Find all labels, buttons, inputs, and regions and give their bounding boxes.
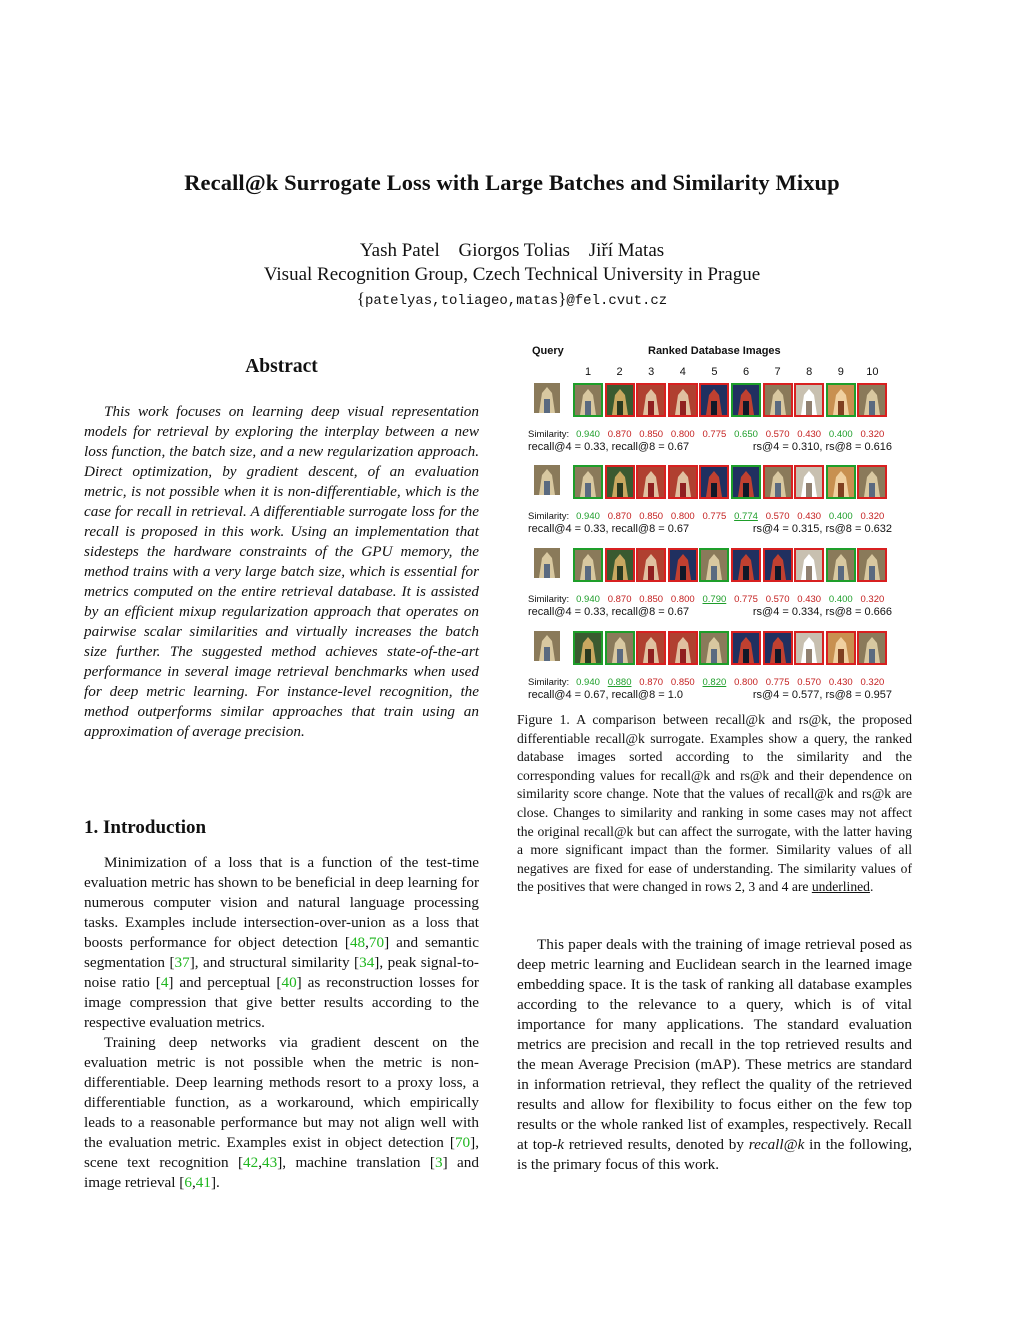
negative-result-image [668, 631, 698, 665]
query-image [534, 465, 564, 499]
intro-paragraph-1: Minimization of a loss that is a function of the test-time evaluation metric has shown to be beneficial in deep learning for numerous computer vision and natural language processing tasks. Examples include intersection-over-union as a loss that boosts performance for object detection [48,70] and semantic segmentation [37], and structural similarity [34], peak signal-to-noise ratio [4] and perceptual [40] as reconstruction losses for image compression that give better results according to the respective evaluation metrics. [84, 854, 480, 1031]
math-k: k [557, 1136, 564, 1153]
abstract-text: This work focuses on learning deep visual representation models for retrieval by exploring the interplay between a new loss function, the batch size, and a new regularization approach. Direct optimization, by gradient descent, of an evaluation metric, is not possible when it is non-differentiable, which is the case for recall in retrieval. A differentiable surrogate loss for the recall is proposed in this work. Using an implementation that sidesteps the hardware constraints of the GPU memory, the method trains with a very large batch size, which is essential for metrics computed on the entire retrieval database. It is assisted by an efficient mixup regularization approach that operates on pairwise scalar similarities and virtually increases the batch size further. The suggested method achieves state-of-the-art performance in several image retrieval benchmarks when used for deep metric learning. For instance-level recognition, the method outperforms similar approaches that train using an approximation of average precision. [84, 403, 479, 740]
citation-link[interactable]: 3 [434, 1154, 443, 1171]
rs-values: rs@4 = 0.577, rs@8 = 0.957 [752, 689, 892, 701]
similarity-value: 0.650 [734, 429, 758, 440]
introduction-text [84, 853, 479, 1193]
rs-values: rs@4 = 0.334, rs@8 = 0.666 [752, 606, 892, 618]
negative-result-image [857, 548, 887, 582]
negative-result-image [636, 465, 666, 499]
similarity-value: 0.800 [670, 511, 695, 522]
positive-result-image [573, 383, 603, 417]
similarity-value: 0.775 [765, 677, 790, 688]
negative-result-image [794, 631, 824, 665]
negative-result-image [731, 631, 761, 665]
citation-link[interactable]: 42 [243, 1154, 259, 1171]
similarity-value: 0.870 [607, 511, 632, 522]
similarity-value: 0.320 [860, 677, 885, 688]
negative-result-image [763, 465, 793, 499]
brace-open: { [356, 289, 365, 308]
positive-result-image [605, 631, 635, 665]
citation-link[interactable]: 6 [184, 1174, 192, 1191]
similarity-value: 0.775 [702, 429, 727, 440]
rank-number: 6 [742, 366, 750, 378]
positive-result-image [699, 631, 729, 665]
negative-result-image [699, 465, 729, 499]
positive-result-image [826, 465, 856, 499]
citation-link[interactable]: 34 [359, 954, 375, 971]
similarity-value: 0.800 [670, 594, 695, 605]
result-row [520, 631, 910, 711]
query-image [534, 548, 564, 582]
negative-result-image [857, 465, 887, 499]
similarity-value: 0.790 [702, 594, 727, 605]
similarity-value: 0.775 [702, 511, 727, 522]
citation-link[interactable]: 41 [195, 1174, 211, 1191]
similarity-value: 0.320 [860, 511, 885, 522]
rank-number: 8 [806, 366, 813, 378]
similarity-label: Similarity: [528, 429, 570, 440]
negative-result-image [794, 548, 824, 582]
similarity-label: Similarity: [528, 677, 570, 688]
negative-result-image [857, 383, 887, 417]
similarity-value: 0.940 [576, 677, 600, 688]
negative-result-image [636, 631, 666, 665]
term-recall-at-k: recall@k [748, 1136, 805, 1153]
positive-result-image [573, 465, 603, 499]
rank-number: 3 [648, 366, 655, 378]
similarity-label: Similarity: [528, 594, 570, 605]
caption-underlined: underlined [811, 879, 870, 895]
brace-close: } [558, 289, 567, 308]
negative-result-image [763, 631, 793, 665]
similarity-value: 0.850 [639, 511, 664, 522]
negative-result-image [857, 631, 887, 665]
ranked-images-label: Ranked Database Images [648, 345, 781, 357]
similarity-value: 0.400 [828, 511, 853, 522]
negative-result-image [731, 548, 761, 582]
similarity-value: 0.400 [828, 594, 853, 605]
author-name: Giorgos Tolias [458, 240, 570, 261]
similarity-value: 0.430 [797, 511, 822, 522]
email-users: patelyas,toliageo,matas [364, 293, 559, 309]
similarity-value: 0.850 [639, 594, 664, 605]
section-heading-introduction: 1. Introduction [84, 817, 207, 838]
positive-result-image [826, 548, 856, 582]
negative-result-image [699, 383, 729, 417]
negative-result-image [826, 631, 856, 665]
negative-result-image [605, 548, 635, 582]
negative-result-image [794, 383, 824, 417]
similarity-value: 0.774 [734, 511, 758, 522]
similarity-value: 0.400 [828, 429, 853, 440]
similarity-value: 0.850 [639, 429, 664, 440]
similarity-value: 0.775 [734, 594, 758, 605]
negative-result-image [605, 465, 635, 499]
similarity-value: 0.940 [576, 594, 600, 605]
positive-result-image [731, 465, 761, 499]
negative-result-image [605, 383, 635, 417]
citation-link[interactable]: 37 [174, 954, 190, 971]
rank-number: 2 [616, 366, 623, 378]
similarity-value: 0.820 [702, 677, 727, 688]
result-row [520, 465, 910, 545]
query-image [534, 631, 564, 665]
rank-number: 4 [679, 366, 686, 378]
rank-number: 10 [866, 366, 879, 378]
author-name: Jiří Matas [588, 240, 665, 261]
negative-result-image [794, 465, 824, 499]
negative-result-image [668, 465, 698, 499]
rs-values: rs@4 = 0.310, rs@8 = 0.616 [752, 441, 892, 453]
author-list [0, 240, 1024, 262]
positive-result-image [826, 383, 856, 417]
figure-1 [520, 340, 910, 705]
rank-number: 5 [711, 366, 718, 378]
similarity-value: 0.570 [765, 594, 790, 605]
negative-result-image [636, 548, 666, 582]
similarity-value: 0.430 [828, 677, 853, 688]
negative-result-image [763, 548, 793, 582]
similarity-label: Similarity: [528, 511, 570, 522]
similarity-value: 0.940 [576, 429, 600, 440]
similarity-value: 0.880 [607, 677, 632, 688]
similarity-value: 0.850 [670, 677, 695, 688]
similarity-value: 0.570 [765, 429, 790, 440]
rank-number: 7 [774, 366, 781, 378]
negative-result-image [763, 383, 793, 417]
recall-values: recall@4 = 0.33, recall@8 = 0.67 [528, 523, 690, 535]
similarity-value: 0.800 [670, 429, 695, 440]
citation-link[interactable]: 40 [281, 974, 297, 991]
paper-title: Recall@k Surrogate Loss with Large Batches and Similarity Mixup [184, 170, 840, 195]
result-row [520, 548, 910, 628]
recall-values: recall@4 = 0.33, recall@8 = 0.67 [528, 441, 690, 453]
citation-link[interactable]: 4 [160, 974, 169, 991]
query-label: Query [532, 345, 564, 357]
similarity-value: 0.320 [860, 594, 885, 605]
negative-result-image [668, 383, 698, 417]
similarity-value: 0.870 [607, 594, 632, 605]
right-column-paragraph: This paper deals with the training of image retrieval posed as deep metric learning and Euclidean search in the learned image embedding space. It is the task of ranking all database examples according to the relevance to a query, which is of vital importance for many applications. The standard evaluation metrics are precision and recall in the top retrieved results and the mean Average Precision (mAP). These metrics are standard in information retrieval, they reflect the quality of the retrieved results and allow for flexibility to focus either on the few top results or the whole ranked list of examples, respectively. Recall at top-k retrieved results, denoted by recall@k in the following, is the primary focus of this work. [517, 936, 912, 1173]
similarity-value: 0.320 [860, 429, 885, 440]
similarity-value: 0.870 [607, 429, 632, 440]
negative-result-image [668, 548, 698, 582]
similarity-value: 0.430 [797, 429, 822, 440]
similarity-value: 0.570 [765, 511, 790, 522]
abstract-heading: Abstract [245, 356, 318, 377]
author-name: Yash Patel [359, 240, 440, 261]
recall-values: recall@4 = 0.33, recall@8 = 0.67 [528, 606, 690, 618]
result-row [520, 383, 910, 463]
email-domain: @fel.cvut.cz [566, 293, 668, 309]
citation-link[interactable]: 48 [349, 934, 366, 951]
similarity-value: 0.430 [797, 594, 822, 605]
positive-result-image [731, 383, 761, 417]
similarity-value: 0.940 [576, 511, 600, 522]
rs-values: rs@4 = 0.315, rs@8 = 0.632 [752, 523, 892, 535]
recall-values: recall@4 = 0.67, recall@8 = 1.0 [528, 689, 684, 701]
positive-result-image [573, 631, 603, 665]
similarity-value: 0.800 [734, 677, 758, 688]
positive-result-image [699, 548, 729, 582]
similarity-value: 0.570 [797, 677, 822, 688]
query-image [534, 383, 564, 417]
citation-link[interactable]: 70 [368, 934, 385, 951]
rank-number: 9 [837, 366, 844, 378]
figure-caption: Figure 1. A comparison between recall@k and rs@k, the proposed differentiable recall@k surrogate. Examples show a query, the ranked database images sorted according to the similarity and the corresponding values for recall@k and rs@k and their dependence on similarity score change. Note that the values of recall@k and rs@k are close. Changes to similarity and ranking in some cases may not affect the original recall@k but can affect the surrogate, with the latter having a more significant impact than the former. Similarity values of all negatives are fixed for ease of understanding. The similarity values of the positives that were changed in rows 2, 3 and 4 are underlined. [517, 712, 912, 895]
citation-link[interactable]: 43 [262, 1154, 278, 1171]
positive-result-image [573, 548, 603, 582]
citation-link[interactable]: 70 [454, 1134, 471, 1151]
rank-number: 1 [584, 366, 592, 378]
intro-paragraph-2: Training deep networks via gradient descent on the evaluation metric is not possible when the metric is non-differentiable. Deep learning methods resort to a proxy loss, a differentiable function, as a workaround, which empirically leads to a reasonable performance but may not align well with the evaluation metric. Examples exist in object detection [70], scene text recognition [42,43], machine translation [3] and image retrieval [6,41]. [84, 1034, 479, 1191]
negative-result-image [636, 383, 666, 417]
similarity-value: 0.870 [639, 677, 664, 688]
affiliation: Visual Recognition Group, Czech Technical University in Prague [263, 264, 761, 285]
author-emails[interactable] [0, 289, 1024, 309]
